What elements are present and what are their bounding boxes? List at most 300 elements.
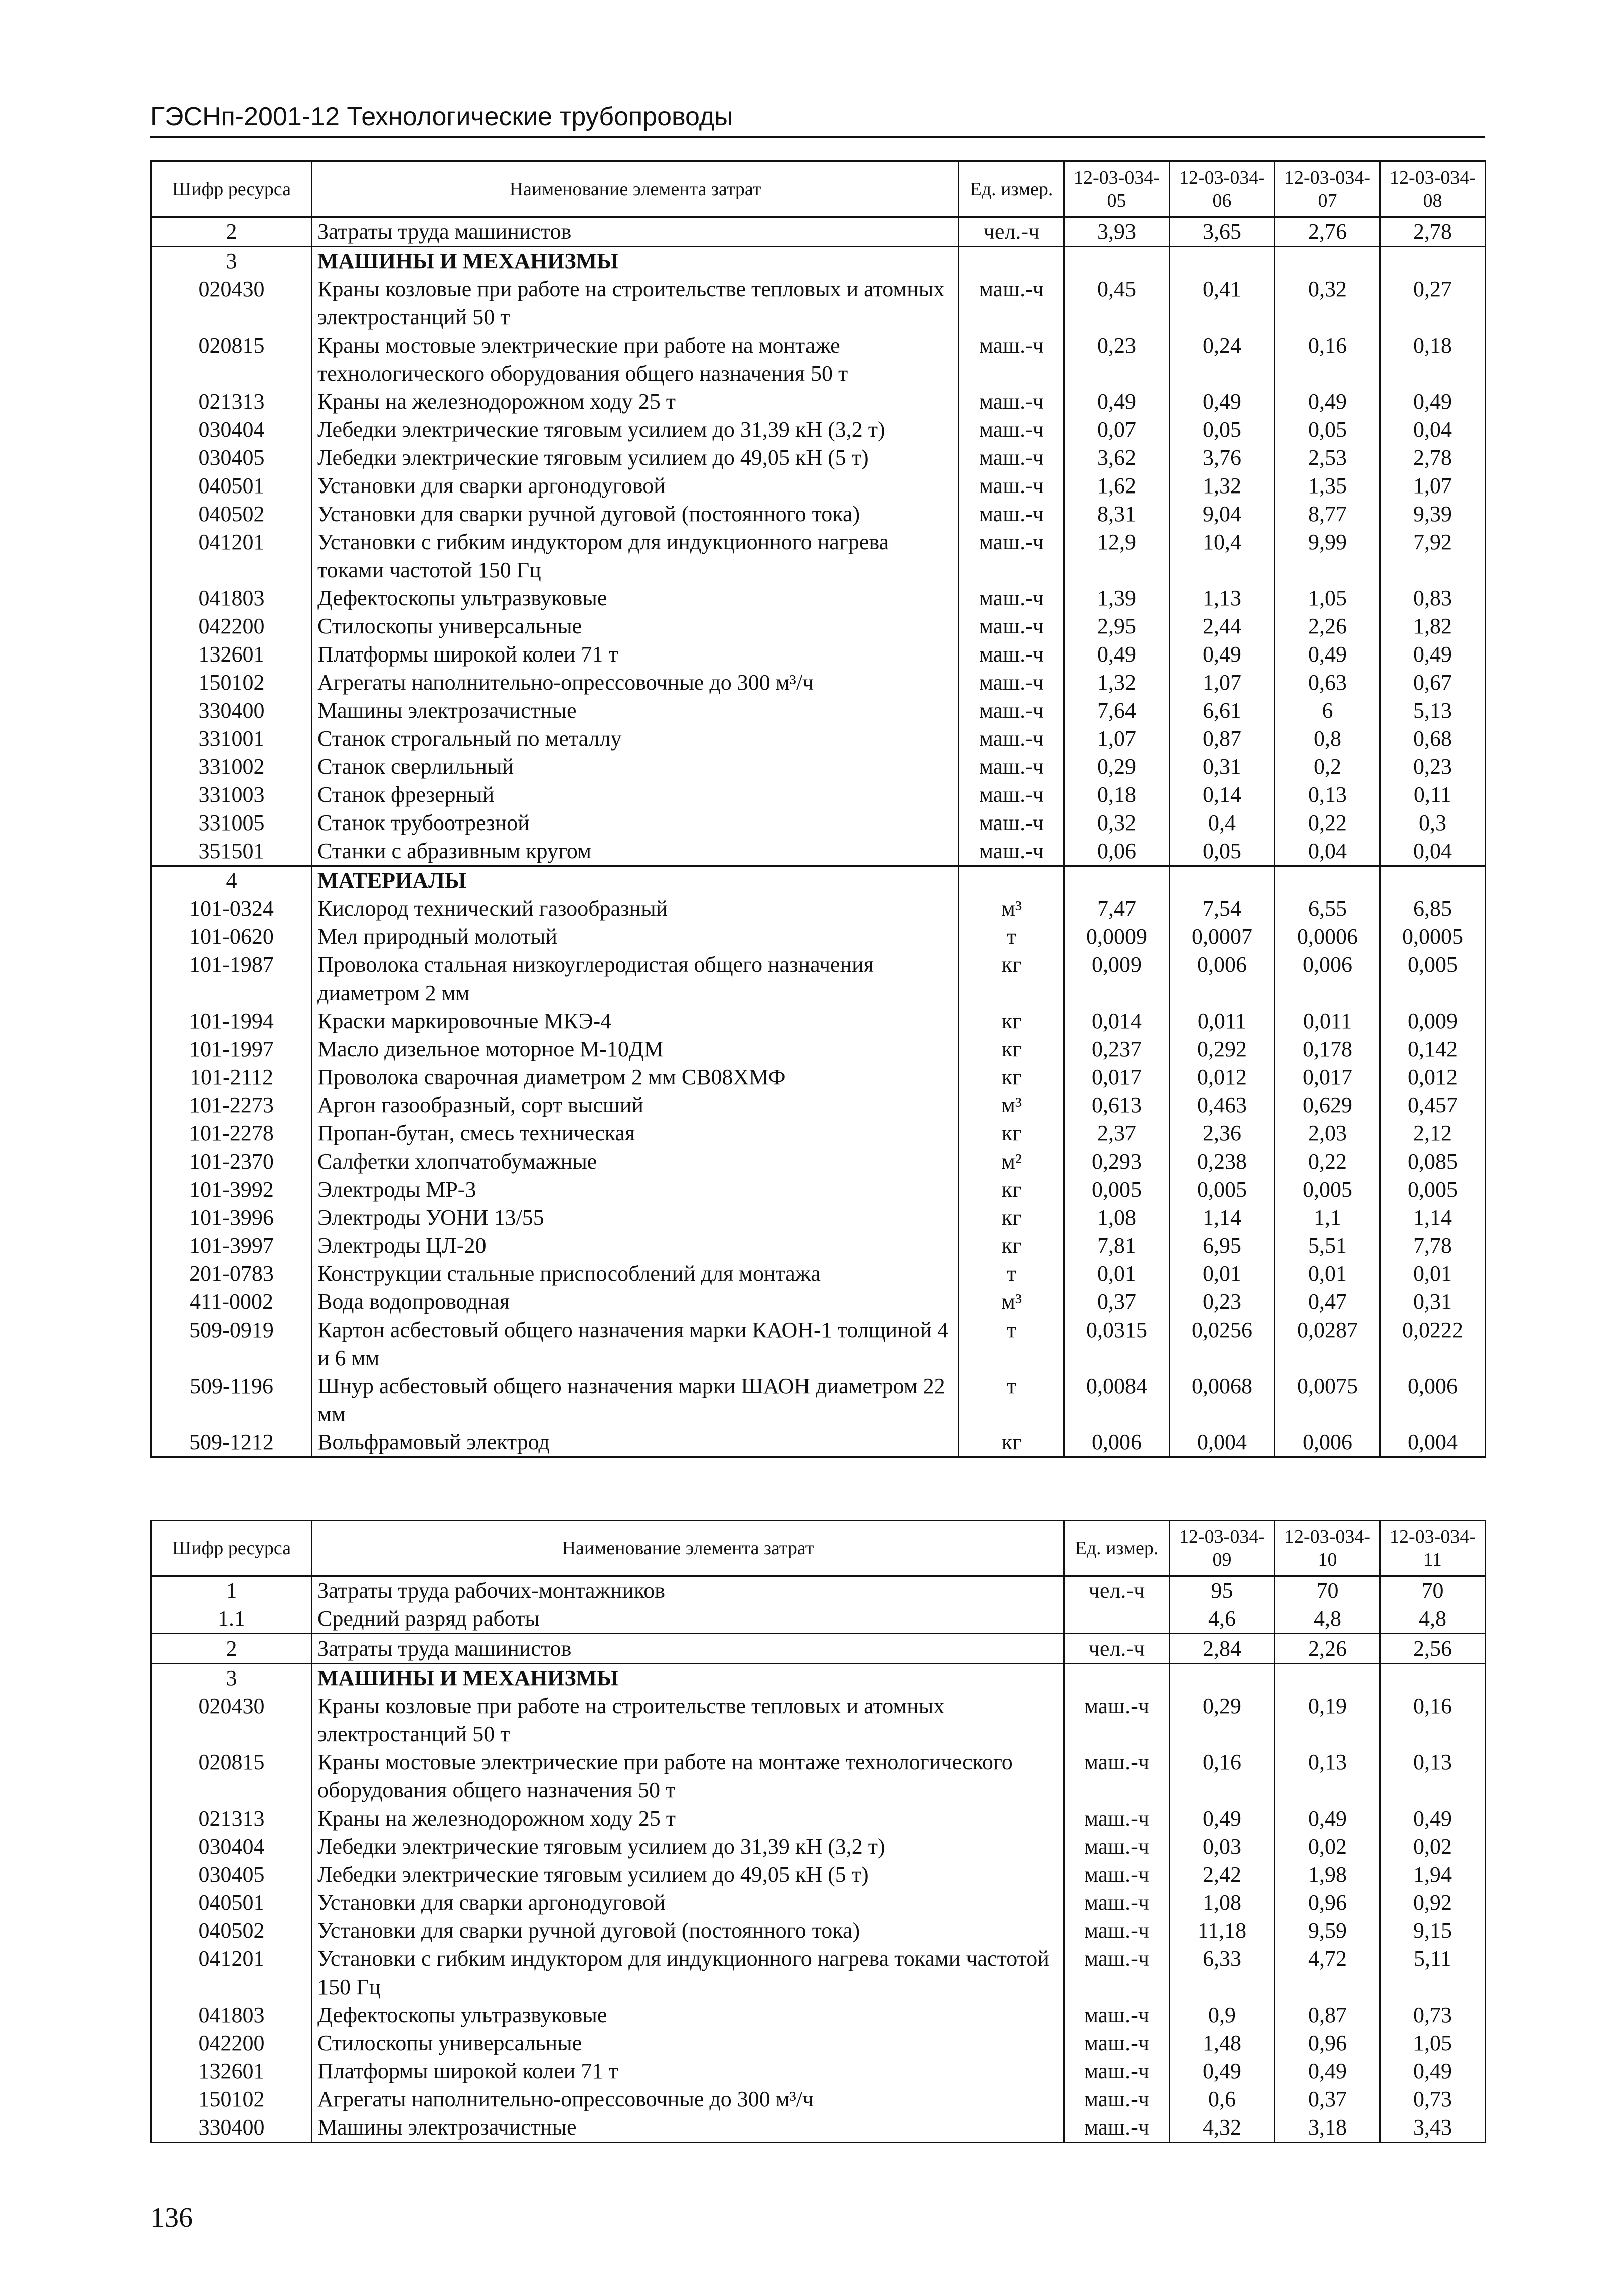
norm-value: 0,011	[1275, 1007, 1380, 1035]
header-norm-11: 12-03-034-11	[1380, 1521, 1486, 1576]
norm-value: 0,05	[1170, 837, 1275, 866]
resource-code: 509-0919	[151, 1316, 312, 1372]
norm-value: 1,14	[1170, 1204, 1275, 1232]
header-norm-05: 12-03-034-05	[1064, 161, 1170, 217]
norm-value: 0,01	[1275, 1260, 1380, 1288]
cost-element-name: Лебедки электрические тяговым усилием до 31,39 кН (3,2 т)	[312, 416, 959, 444]
table-row	[151, 781, 1486, 809]
resource-code: 509-1212	[151, 1428, 312, 1457]
cost-element-name: Краны на железнодорожном ходу 25 т	[312, 388, 959, 416]
norm-value: 0,012	[1170, 1063, 1275, 1091]
unit: кг	[959, 951, 1064, 1007]
unit: маш.-ч	[959, 669, 1064, 697]
cost-element-name: Станки с абразивным кругом	[312, 837, 959, 866]
table-row	[151, 1204, 1486, 1232]
norm-value: 0,238	[1170, 1147, 1275, 1176]
unit: кг	[959, 1176, 1064, 1204]
norm-value: 0,37	[1064, 1288, 1170, 1316]
norm-value: 0,49	[1380, 2057, 1486, 2085]
unit: кг	[959, 1119, 1064, 1147]
norm-value: 0,629	[1275, 1091, 1380, 1119]
norm-value: 9,15	[1380, 1917, 1486, 1945]
norm-value: 0,006	[1170, 951, 1275, 1007]
norm-value: 0,27	[1380, 275, 1486, 332]
table-row	[151, 444, 1486, 472]
norm-value: 0,29	[1170, 1692, 1275, 1748]
unit: маш.-ч	[959, 275, 1064, 332]
resource-code: 509-1196	[151, 1372, 312, 1428]
resource-code: 3	[151, 247, 312, 276]
header-resource-code: Шифр ресурса	[151, 1521, 312, 1576]
cost-element-name: Масло дизельное моторное М-10ДМ	[312, 1035, 959, 1063]
unit	[1064, 1605, 1170, 1634]
norm-value: 0,11	[1380, 781, 1486, 809]
norm-value: 5,11	[1380, 1945, 1486, 2001]
unit: маш.-ч	[1064, 1917, 1170, 1945]
resource-code: 101-1997	[151, 1035, 312, 1063]
norm-value: 4,72	[1275, 1945, 1380, 2001]
resource-code: 101-3997	[151, 1232, 312, 1260]
cost-element-name: Краны на железнодорожном ходу 25 т	[312, 1805, 1064, 1833]
unit: маш.-ч	[959, 697, 1064, 725]
table-row	[151, 1805, 1486, 1833]
norm-value: 0,0222	[1380, 1316, 1486, 1372]
section-title: МАШИНЫ И МЕХАНИЗМЫ	[312, 247, 959, 276]
norm-value: 0,22	[1275, 1147, 1380, 1176]
resource-code: 2	[151, 217, 312, 247]
norm-value: 0,237	[1064, 1035, 1170, 1063]
cost-element-name: Кислород технический газообразный	[312, 895, 959, 923]
cost-element-name: Агрегаты наполнительно-опрессовочные до 300 м³/ч	[312, 2085, 1064, 2113]
table-row	[151, 1372, 1486, 1428]
norm-value: 1,1	[1275, 1204, 1380, 1232]
norm-value: 0,16	[1275, 332, 1380, 388]
norm-value: 0,49	[1064, 388, 1170, 416]
norm-value: 0,23	[1380, 753, 1486, 781]
cost-element-name: Платформы широкой колеи 71 т	[312, 640, 959, 669]
header-unit: Ед. измер.	[959, 161, 1064, 217]
unit: маш.-ч	[1064, 1861, 1170, 1889]
unit: маш.-ч	[1064, 1889, 1170, 1917]
norm-value: 0,0006	[1275, 923, 1380, 951]
norm-value: 0,01	[1064, 1260, 1170, 1288]
norm-value: 0,73	[1380, 2001, 1486, 2029]
norm-value: 0,49	[1064, 640, 1170, 669]
norm-value: 2,26	[1275, 1634, 1380, 1664]
unit: т	[959, 1260, 1064, 1288]
unit: маш.-ч	[1064, 2029, 1170, 2057]
norm-value: 0,23	[1064, 332, 1170, 388]
table-row	[151, 1063, 1486, 1091]
norm-value: 1,08	[1170, 1889, 1275, 1917]
table-row	[151, 388, 1486, 416]
table-row	[151, 951, 1486, 1007]
unit: маш.-ч	[959, 612, 1064, 640]
table-row	[151, 1316, 1486, 1372]
norm-value: 1,35	[1275, 472, 1380, 500]
norm-value: 0,49	[1275, 1805, 1380, 1833]
norm-value: 0,4	[1170, 809, 1275, 837]
resource-code: 020430	[151, 1692, 312, 1748]
norm-value: 0,02	[1380, 1833, 1486, 1861]
norm-value: 2,26	[1275, 612, 1380, 640]
norm-value: 1,07	[1170, 669, 1275, 697]
norm-value: 2,78	[1380, 444, 1486, 472]
norm-value: 0,463	[1170, 1091, 1275, 1119]
resource-code: 040502	[151, 500, 312, 528]
norm-value: 1,05	[1380, 2029, 1486, 2057]
cost-element-name: Краны козловые при работе на строительстве тепловых и атомных электростанций 50 т	[312, 275, 959, 332]
cost-element-name: Электроды УОНИ 13/55	[312, 1204, 959, 1232]
norm-value: 1,13	[1170, 584, 1275, 612]
cost-element-name: Салфетки хлопчатобумажные	[312, 1147, 959, 1176]
resource-code: 041201	[151, 528, 312, 584]
unit: чел.-ч	[1064, 1576, 1170, 1605]
norm-value: 10,4	[1170, 528, 1275, 584]
unit: кг	[959, 1428, 1064, 1457]
norm-value: 0,07	[1064, 416, 1170, 444]
unit: маш.-ч	[959, 837, 1064, 866]
norm-value: 0,005	[1380, 951, 1486, 1007]
table-row	[151, 923, 1486, 951]
table-row	[151, 1007, 1486, 1035]
resource-code: 330400	[151, 2113, 312, 2143]
resource-code: 101-2112	[151, 1063, 312, 1091]
cost-element-name: Машины электрозачистные	[312, 697, 959, 725]
resource-code: 101-3996	[151, 1204, 312, 1232]
norm-value: 0,8	[1275, 725, 1380, 753]
norm-value: 1,14	[1380, 1204, 1486, 1232]
table-row	[151, 895, 1486, 923]
resource-code: 040501	[151, 472, 312, 500]
norm-value: 0,87	[1275, 2001, 1380, 2029]
resource-code: 042200	[151, 2029, 312, 2057]
norm-value: 0,04	[1380, 837, 1486, 866]
unit: маш.-ч	[959, 753, 1064, 781]
table-row	[151, 500, 1486, 528]
norm-value: 0,96	[1275, 2029, 1380, 2057]
unit: м³	[959, 895, 1064, 923]
norm-value: 0,04	[1275, 837, 1380, 866]
norm-value: 5,51	[1275, 1232, 1380, 1260]
norm-value: 7,47	[1064, 895, 1170, 923]
norm-value: 2,56	[1380, 1634, 1486, 1664]
norm-value: 6,85	[1380, 895, 1486, 923]
unit: т	[959, 1316, 1064, 1372]
norm-value: 0,009	[1380, 1007, 1486, 1035]
unit: маш.-ч	[1064, 2001, 1170, 2029]
norm-value: 1,32	[1064, 669, 1170, 697]
norm-value: 0,45	[1064, 275, 1170, 332]
norm-value: 0,19	[1275, 1692, 1380, 1748]
resource-code: 2	[151, 1634, 312, 1664]
resource-code: 020815	[151, 1748, 312, 1805]
resource-code: 331002	[151, 753, 312, 781]
norm-value: 0,14	[1170, 781, 1275, 809]
table-row	[151, 2029, 1486, 2057]
norm-value: 0,005	[1064, 1176, 1170, 1204]
unit: маш.-ч	[959, 640, 1064, 669]
cost-element-name: Электроды МР-3	[312, 1176, 959, 1204]
norm-value: 9,99	[1275, 528, 1380, 584]
unit: маш.-ч	[1064, 1748, 1170, 1805]
table-row	[151, 612, 1486, 640]
norm-value: 0,085	[1380, 1147, 1486, 1176]
norm-value	[1380, 1664, 1486, 1693]
resource-code: 132601	[151, 640, 312, 669]
norm-value: 0,017	[1275, 1063, 1380, 1091]
norm-value: 0,012	[1380, 1063, 1486, 1091]
norm-value: 2,76	[1275, 217, 1380, 247]
norm-value: 1,62	[1064, 472, 1170, 500]
cost-element-name: Шнур асбестовый общего назначения марки ШАОН диаметром 22 мм	[312, 1372, 959, 1428]
section-title: МАШИНЫ И МЕХАНИЗМЫ	[312, 1664, 1064, 1693]
table-row	[151, 1147, 1486, 1176]
norm-value: 2,36	[1170, 1119, 1275, 1147]
norm-value: 0,0256	[1170, 1316, 1275, 1372]
cost-element-name: Аргон газообразный, сорт высший	[312, 1091, 959, 1119]
table-row	[151, 1917, 1486, 1945]
norm-value: 0,83	[1380, 584, 1486, 612]
header-norm-07: 12-03-034-07	[1275, 161, 1380, 217]
norm-value: 0,004	[1380, 1428, 1486, 1457]
norm-value: 4,6	[1170, 1605, 1275, 1634]
resource-code: 1	[151, 1576, 312, 1605]
resource-code: 042200	[151, 612, 312, 640]
norm-value: 0,29	[1064, 753, 1170, 781]
resource-code: 020815	[151, 332, 312, 388]
norm-value: 0,005	[1170, 1176, 1275, 1204]
resource-code: 021313	[151, 388, 312, 416]
norm-value: 0,49	[1170, 2057, 1275, 2085]
norm-value: 0,006	[1380, 1372, 1486, 1428]
unit: чел.-ч	[1064, 1634, 1170, 1664]
header-cost-element: Наименование элемента затрат	[312, 161, 959, 217]
norm-value: 4,32	[1170, 2113, 1275, 2143]
norm-value: 2,53	[1275, 444, 1380, 472]
norm-value: 2,12	[1380, 1119, 1486, 1147]
cost-element-name: Картон асбестовый общего назначения марки КАОН-1 толщиной 4 и 6 мм	[312, 1316, 959, 1372]
norm-value: 0,49	[1275, 640, 1380, 669]
norm-value: 0,0287	[1275, 1316, 1380, 1372]
table-row	[151, 753, 1486, 781]
resource-code: 4	[151, 866, 312, 895]
resource-code: 030404	[151, 1833, 312, 1861]
norm-value: 0,613	[1064, 1091, 1170, 1119]
norm-value: 0,37	[1275, 2085, 1380, 2113]
table-row	[151, 584, 1486, 612]
resource-code: 3	[151, 1664, 312, 1693]
norm-value: 0,13	[1380, 1748, 1486, 1805]
norm-value: 8,77	[1275, 500, 1380, 528]
header-resource-code: Шифр ресурса	[151, 161, 312, 217]
table-row	[151, 640, 1486, 669]
norm-value: 12,9	[1064, 528, 1170, 584]
norm-value: 0,9	[1170, 2001, 1275, 2029]
norm-value: 8,31	[1064, 500, 1170, 528]
resource-code: 020430	[151, 275, 312, 332]
norm-value: 1,82	[1380, 612, 1486, 640]
cost-element-name: Конструкции стальные приспособлений для монтажа	[312, 1260, 959, 1288]
header-unit: Ед. измер.	[1064, 1521, 1170, 1576]
unit: кг	[959, 1063, 1064, 1091]
norm-value: 0,006	[1275, 1428, 1380, 1457]
norm-value: 0,0068	[1170, 1372, 1275, 1428]
norm-value: 0,73	[1380, 2085, 1486, 2113]
unit: маш.-ч	[959, 809, 1064, 837]
cost-element-name: Вода водопроводная	[312, 1288, 959, 1316]
resource-code: 331005	[151, 809, 312, 837]
norm-value: 0,017	[1064, 1063, 1170, 1091]
resource-code: 101-2273	[151, 1091, 312, 1119]
norm-value: 0,49	[1275, 2057, 1380, 2085]
norm-value: 0,03	[1170, 1833, 1275, 1861]
norm-value: 0,005	[1275, 1176, 1380, 1204]
norm-value: 0,6	[1170, 2085, 1275, 2113]
norm-value: 1,39	[1064, 584, 1170, 612]
resource-code: 030404	[151, 416, 312, 444]
norm-value: 0,06	[1064, 837, 1170, 866]
resource-code: 351501	[151, 837, 312, 866]
cost-element-name: Платформы широкой колеи 71 т	[312, 2057, 1064, 2085]
norm-value: 3,93	[1064, 217, 1170, 247]
norm-value: 4,8	[1380, 1605, 1486, 1634]
norm-value: 5,13	[1380, 697, 1486, 725]
cost-element-name: Краны козловые при работе на строительстве тепловых и атомных электростанций 50 т	[312, 1692, 1064, 1748]
norm-value: 1,07	[1064, 725, 1170, 753]
resource-code: 101-2278	[151, 1119, 312, 1147]
table-row	[151, 1945, 1486, 2001]
resource-code: 101-3992	[151, 1176, 312, 1204]
norm-value: 0,05	[1275, 416, 1380, 444]
cost-element-name: Станок трубоотрезной	[312, 809, 959, 837]
cost-element-name: Краны мостовые электрические при работе на монтаже технологического оборудования общего назначения 50 т	[312, 1748, 1064, 1805]
section-row	[151, 247, 1486, 276]
cost-element-name: Затраты труда машинистов	[312, 217, 959, 247]
norm-value: 0,0315	[1064, 1316, 1170, 1372]
table-row	[151, 275, 1486, 332]
norm-value: 0,13	[1275, 781, 1380, 809]
table-row	[151, 528, 1486, 584]
unit: маш.-ч	[1064, 1945, 1170, 2001]
norm-value: 0,0075	[1275, 1372, 1380, 1428]
norm-value: 7,64	[1064, 697, 1170, 725]
table-row	[151, 1176, 1486, 1204]
unit: маш.-ч	[959, 472, 1064, 500]
unit	[959, 866, 1064, 895]
unit: маш.-ч	[959, 388, 1064, 416]
norm-value: 1,48	[1170, 2029, 1275, 2057]
norm-value: 0,18	[1064, 781, 1170, 809]
cost-element-name: Вольфрамовый электрод	[312, 1428, 959, 1457]
cost-element-name: Стилоскопы универсальные	[312, 612, 959, 640]
norm-value: 3,62	[1064, 444, 1170, 472]
table-row	[151, 1605, 1486, 1634]
norm-value	[1380, 247, 1486, 276]
resource-code: 331001	[151, 725, 312, 753]
norm-value: 0,011	[1170, 1007, 1275, 1035]
norm-value	[1170, 247, 1275, 276]
norm-value: 2,78	[1380, 217, 1486, 247]
unit: маш.-ч	[959, 416, 1064, 444]
unit: т	[959, 1372, 1064, 1428]
page-header	[150, 99, 1485, 138]
resource-code: 040502	[151, 1917, 312, 1945]
table-row	[151, 669, 1486, 697]
resource-code: 330400	[151, 697, 312, 725]
cost-element-name: Лебедки электрические тяговым усилием до 49,05 кН (5 т)	[312, 1861, 1064, 1889]
table-row	[151, 1119, 1486, 1147]
norm-value: 2,42	[1170, 1861, 1275, 1889]
resource-code: 150102	[151, 2085, 312, 2113]
norm-value: 0,63	[1275, 669, 1380, 697]
unit: маш.-ч	[959, 584, 1064, 612]
norm-value: 0,22	[1275, 809, 1380, 837]
unit: чел.-ч	[959, 217, 1064, 247]
norm-value: 0,23	[1170, 1288, 1275, 1316]
norm-value: 0,49	[1170, 1805, 1275, 1833]
norm-value	[1275, 247, 1380, 276]
table-row	[151, 1035, 1486, 1063]
norm-value: 0,142	[1380, 1035, 1486, 1063]
resource-code: 041803	[151, 584, 312, 612]
norm-value: 3,65	[1170, 217, 1275, 247]
unit: маш.-ч	[1064, 1692, 1170, 1748]
norm-value: 7,54	[1170, 895, 1275, 923]
cost-element-name: Проволока сварочная диаметром 2 мм СВ08ХМФ	[312, 1063, 959, 1091]
table-row	[151, 725, 1486, 753]
table-row	[151, 2001, 1486, 2029]
unit: м³	[959, 1091, 1064, 1119]
table-row	[151, 1692, 1486, 1748]
norm-value: 0,006	[1275, 951, 1380, 1007]
norm-value: 0,0009	[1064, 923, 1170, 951]
table-row	[151, 697, 1486, 725]
resource-code: 101-2370	[151, 1147, 312, 1176]
norm-value: 0,014	[1064, 1007, 1170, 1035]
section-row	[151, 1664, 1486, 1693]
unit: кг	[959, 1007, 1064, 1035]
unit: маш.-ч	[1064, 2085, 1170, 2113]
cost-element-name: Агрегаты наполнительно-опрессовочные до 300 м³/ч	[312, 669, 959, 697]
table-row	[151, 1634, 1486, 1664]
norm-value: 0,31	[1170, 753, 1275, 781]
norm-value: 0,32	[1064, 809, 1170, 837]
norm-value	[1170, 866, 1275, 895]
norm-value: 2,03	[1275, 1119, 1380, 1147]
header-norm-06: 12-03-034-06	[1170, 161, 1275, 217]
cost-element-name: Краны мостовые электрические при работе на монтаже технологического оборудования общего назначения 50 т	[312, 332, 959, 388]
cost-element-name: Затраты труда машинистов	[312, 1634, 1064, 1664]
table-row	[151, 1833, 1486, 1861]
table-row	[151, 837, 1486, 866]
norm-value: 0,2	[1275, 753, 1380, 781]
unit: маш.-ч	[959, 500, 1064, 528]
norm-value: 0,006	[1064, 1428, 1170, 1457]
norm-value: 1,32	[1170, 472, 1275, 500]
page-number: 136	[150, 2202, 193, 2233]
unit: м²	[959, 1147, 1064, 1176]
unit: т	[959, 923, 1064, 951]
cost-element-name: Краски маркировочные МКЭ-4	[312, 1007, 959, 1035]
norm-value: 0,47	[1275, 1288, 1380, 1316]
cost-element-name: Средний разряд работы	[312, 1605, 1064, 1634]
norm-value: 0,178	[1275, 1035, 1380, 1063]
norm-value: 7,81	[1064, 1232, 1170, 1260]
norm-value: 0,004	[1170, 1428, 1275, 1457]
unit: маш.-ч	[1064, 1805, 1170, 1833]
resource-code: 201-0783	[151, 1260, 312, 1288]
